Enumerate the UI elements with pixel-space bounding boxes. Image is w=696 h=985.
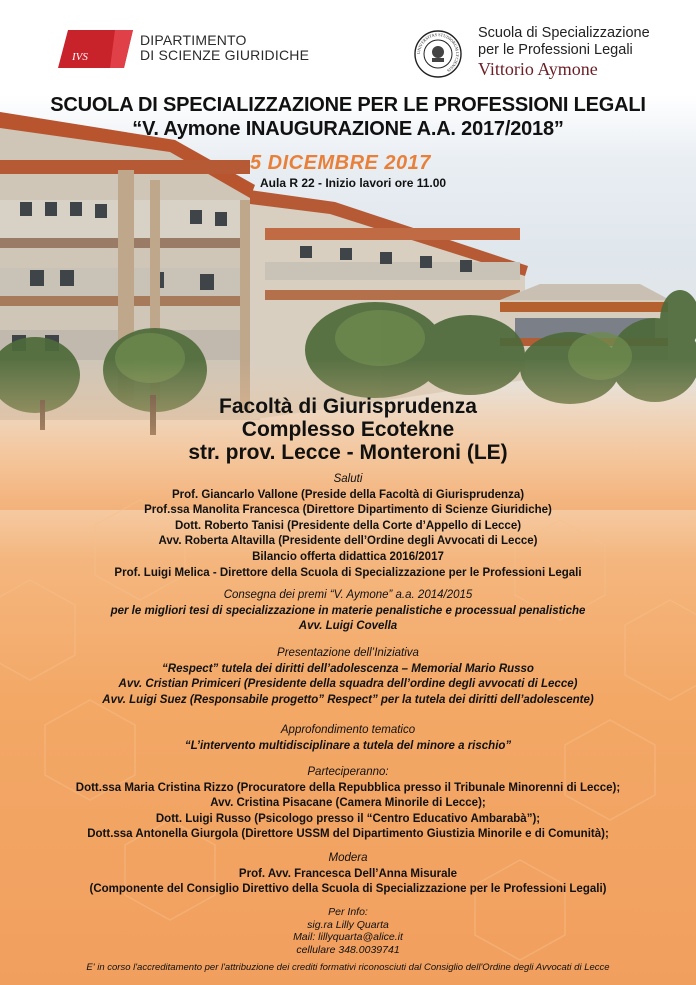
school-name	[478, 25, 650, 79]
iniziativa-line: Avv. Cristian Primiceri (Presidente della squadra dell’ordine degli avvocati di Lecce)	[118, 678, 578, 691]
info-phone: cellulare 348.0039741	[296, 943, 400, 956]
poster-title-line-2: “V. Aymone INAUGURAZIONE A.A. 2017/2018”	[132, 118, 564, 140]
logo-letters: IVS	[72, 51, 88, 63]
tematico-line: “L’intervento multidisciplinare a tutela del minore a rischio”	[184, 739, 512, 752]
partecipante-line: Avv. Cristina Pisacane (Camera Minorile di Lecce);	[210, 797, 486, 810]
partecipante-line: Dott. Luigi Russo (Psicologo presso il “Centro Educativo Ambarabà”);	[155, 812, 541, 825]
university-logo	[58, 26, 133, 68]
accreditation-text: E' in corso l'accreditamento per l'attribuzione dei crediti formativi riconosciuti dal Consiglio dell'Ordine degli Avvocati di Lecce	[86, 962, 610, 973]
poster-title-line-1: SCUOLA DI SPECIALIZZAZIONE PER LE PROFESSIONI LEGALI	[50, 94, 646, 116]
school-line-2: per le Professioni Legali	[478, 42, 633, 58]
event-room-time: Aula R 22 - Inizio lavori ore 11.00	[260, 176, 447, 190]
university-seal-icon	[414, 30, 462, 78]
saluti-line: Bilancio offerta didattica 2016/2017	[252, 550, 444, 563]
school-line-3: Vittorio Aymone	[478, 59, 598, 79]
tematico-label: Approfondimento tematico	[280, 724, 416, 736]
premi-line-2: Avv. Luigi Covella	[298, 620, 398, 633]
department-name	[140, 33, 309, 63]
venue-line-1: Facoltà di Giurisprudenza	[219, 395, 477, 418]
modera-line-1: Prof. Avv. Francesca Dell’Anna Misurale	[238, 867, 458, 880]
school-line-1: Scuola di Specializzazione	[478, 25, 650, 41]
accreditation-note	[0, 962, 696, 974]
department-line-1: DIPARTIMENTO	[140, 32, 247, 48]
partecipanti-section	[0, 765, 696, 843]
partecipante-line: Dott.ssa Antonella Giurgola (Direttore USSM del Dipartimento Giustizia Minorile e di Comunità);	[87, 828, 609, 841]
saluti-line: Prof. Giancarlo Vallone (Preside della Facoltà di Giurisprudenza)	[171, 488, 525, 501]
info-mail: Mail: lillyquarta@alice.it	[293, 931, 403, 943]
info-name: sig.ra Lilly Quarta	[307, 918, 389, 931]
saluti-line: Prof. Luigi Melica - Direttore della Scuola di Specializzazione per le Professioni Legali	[114, 566, 582, 579]
partecipante-line: Dott.ssa Maria Cristina Rizzo (Procuratore della Repubblica presso il Tribunale Minorenni di Lecce);	[75, 781, 621, 794]
saluti-label: Saluti	[333, 473, 363, 485]
venue-line-3: str. prov. Lecce - Monteroni (LE)	[188, 441, 508, 464]
iniziativa-line: “Respect” tutela dei diritti dell’adolescenza – Memorial Mario Russo	[162, 662, 534, 675]
department-line-2: DI SCIENZE GIURIDICHE	[140, 47, 310, 63]
saluti-section	[0, 472, 696, 581]
info-section	[0, 906, 696, 956]
venue-line-2: Complesso Ecotekne	[241, 418, 455, 441]
modera-label: Modera	[328, 852, 368, 864]
premi-section	[0, 588, 696, 635]
iniziativa-line: Avv. Luigi Suez (Responsabile progetto” Respect” per la tutela dei diritti dell’adolescente)	[102, 693, 594, 706]
premi-label: Consegna dei premi “V. Aymone” a.a. 2014/2015	[223, 589, 473, 601]
info-label: Per Info:	[328, 906, 368, 918]
iniziativa-label: Presentazione dell’Iniziativa	[277, 647, 419, 659]
modera-line-2: (Componente del Consiglio Direttivo della Scuola di Specializzazione per le Professioni Legali)	[89, 883, 607, 896]
premi-line-1: per le migliori tesi di specializzazione in materie penalistiche e processual penalistiche	[110, 604, 586, 617]
event-date: 5 DICEMBRE 2017	[250, 152, 431, 174]
tematico-section	[0, 723, 696, 754]
saluti-line: Prof.ssa Manolita Francesca (Direttore Dipartimento di Scienze Giuridiche)	[144, 504, 552, 517]
partecipanti-label: Parteciperanno:	[307, 766, 389, 778]
seal-ring-text: UNIVERSITAS STUDIORUM LYCIENSIS	[415, 31, 461, 74]
iniziativa-section	[0, 646, 696, 708]
modera-section	[0, 851, 696, 898]
saluti-line: Dott. Roberto Tanisi (Presidente della Corte d’Appello di Lecce)	[174, 519, 522, 532]
saluti-line: Avv. Roberta Altavilla (Presidente dell’Ordine degli Avvocati di Lecce)	[158, 535, 538, 548]
